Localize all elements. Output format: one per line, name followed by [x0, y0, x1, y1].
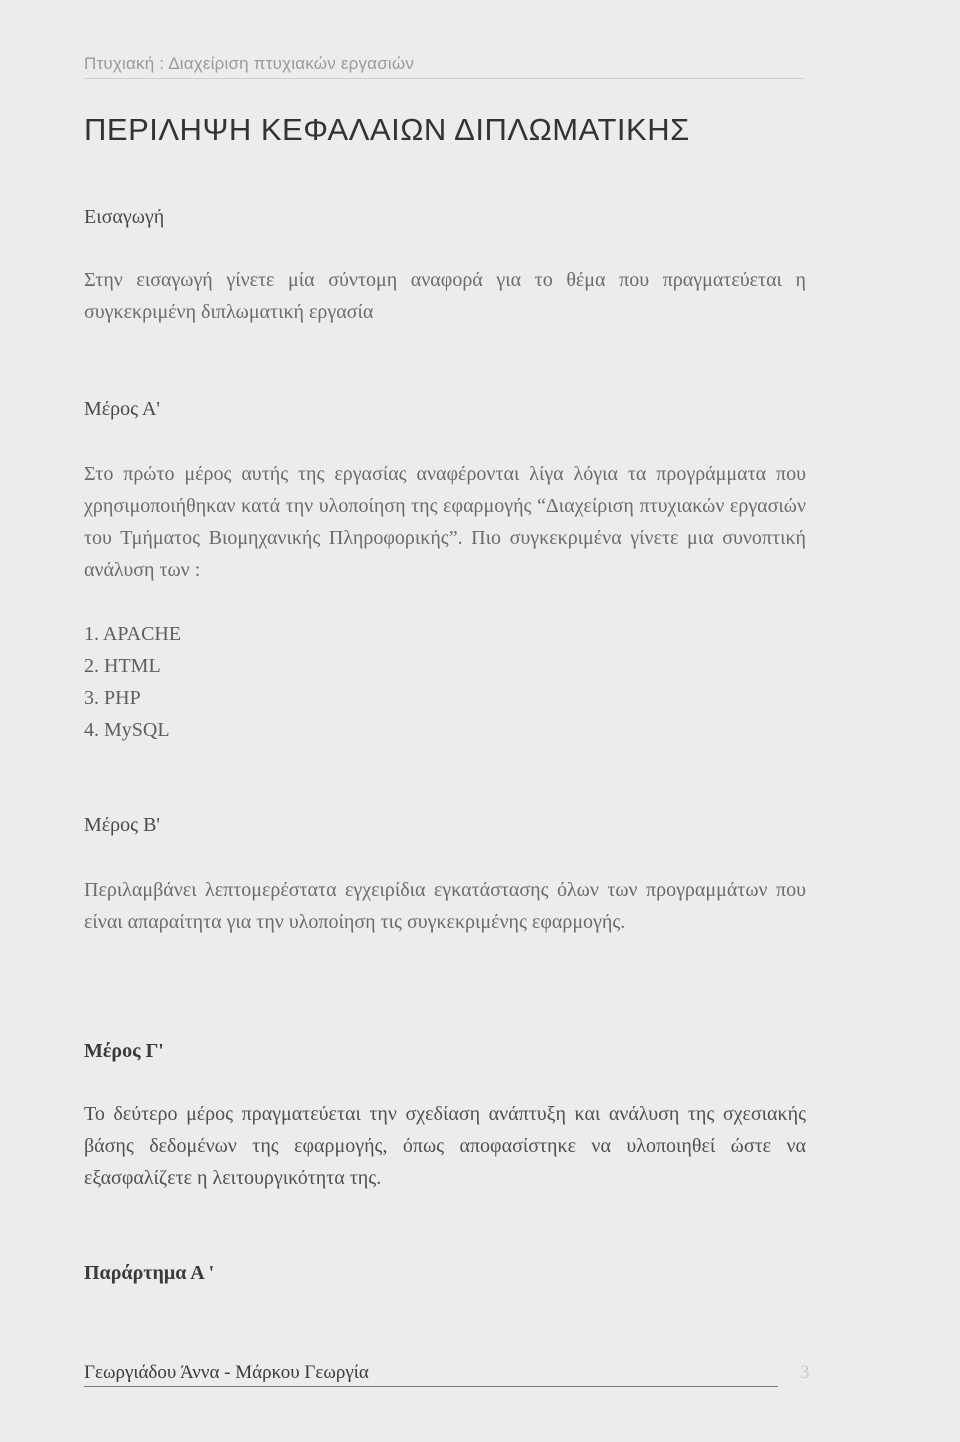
appendix-heading: Παράρτημα Α ' — [84, 1262, 215, 1284]
intro-paragraph: Στην εισαγωγή γίνετε μία σύντομη αναφορά για το θέμα που πραγματεύεται η συγκεκριμένη διπλωματική εργασία — [84, 269, 806, 323]
tools-list — [84, 618, 181, 746]
part-b-heading: Μέρος Β' — [84, 814, 161, 836]
list-item: 2. HTML — [84, 655, 161, 677]
footer-authors: Γεωργιάδου Άννα - Μάρκου Γεωργία — [84, 1362, 778, 1387]
part-c-heading: Μέρος Γ' — [84, 1040, 164, 1062]
part-c-paragraph: Το δεύτερο μέρος πραγματεύεται την σχεδίαση ανάπτυξη και ανάλυση της σχεσιακής βάσης δεδομένων της εφαρμογής, όπως αποφασίστηκε να υλοποιηθεί ώστε να εξασφαλίζετε η λειτουργικότητα της. — [84, 1103, 806, 1189]
intro-heading: Εισαγωγή — [84, 206, 165, 228]
list-item: 4. MySQL — [84, 719, 170, 741]
page-number: 3 — [800, 1362, 810, 1383]
part-a-paragraph: Στο πρώτο μέρος αυτής της εργασίας αναφέρονται λίγα λόγια τα προγράμματα που χρησιμοποιήθηκαν κατά την υλοποίηση της εφαρμογής “Διαχείριση πτυχιακών εργασιών του Τμήματος Βιομηχανικής Πληροφορικής”. Πιο συγκεκριμένα γίνετε μια συνοπτική ανάλυση των : — [84, 463, 806, 581]
page-title: ΠΕΡΙΛΗΨΗ ΚΕΦΑΛΑΙΩΝ ΔΙΠΛΩΜΑΤΙΚΗΣ — [84, 112, 690, 147]
part-b-paragraph: Περιλαμβάνει λεπτομερέστατα εγχειρίδια εγκατάστασης όλων των προγραμμάτων που είναι απαραίτητα για την υλοποίηση τις συγκεκριμένης εφαρμογής. — [84, 879, 806, 933]
list-item: 3. PHP — [84, 687, 141, 709]
running-header: Πτυχιακή : Διαχείριση πτυχιακών εργασιών — [84, 54, 804, 79]
list-item: 1. APACHE — [84, 623, 182, 645]
part-a-heading: Μέρος Α' — [84, 398, 161, 420]
